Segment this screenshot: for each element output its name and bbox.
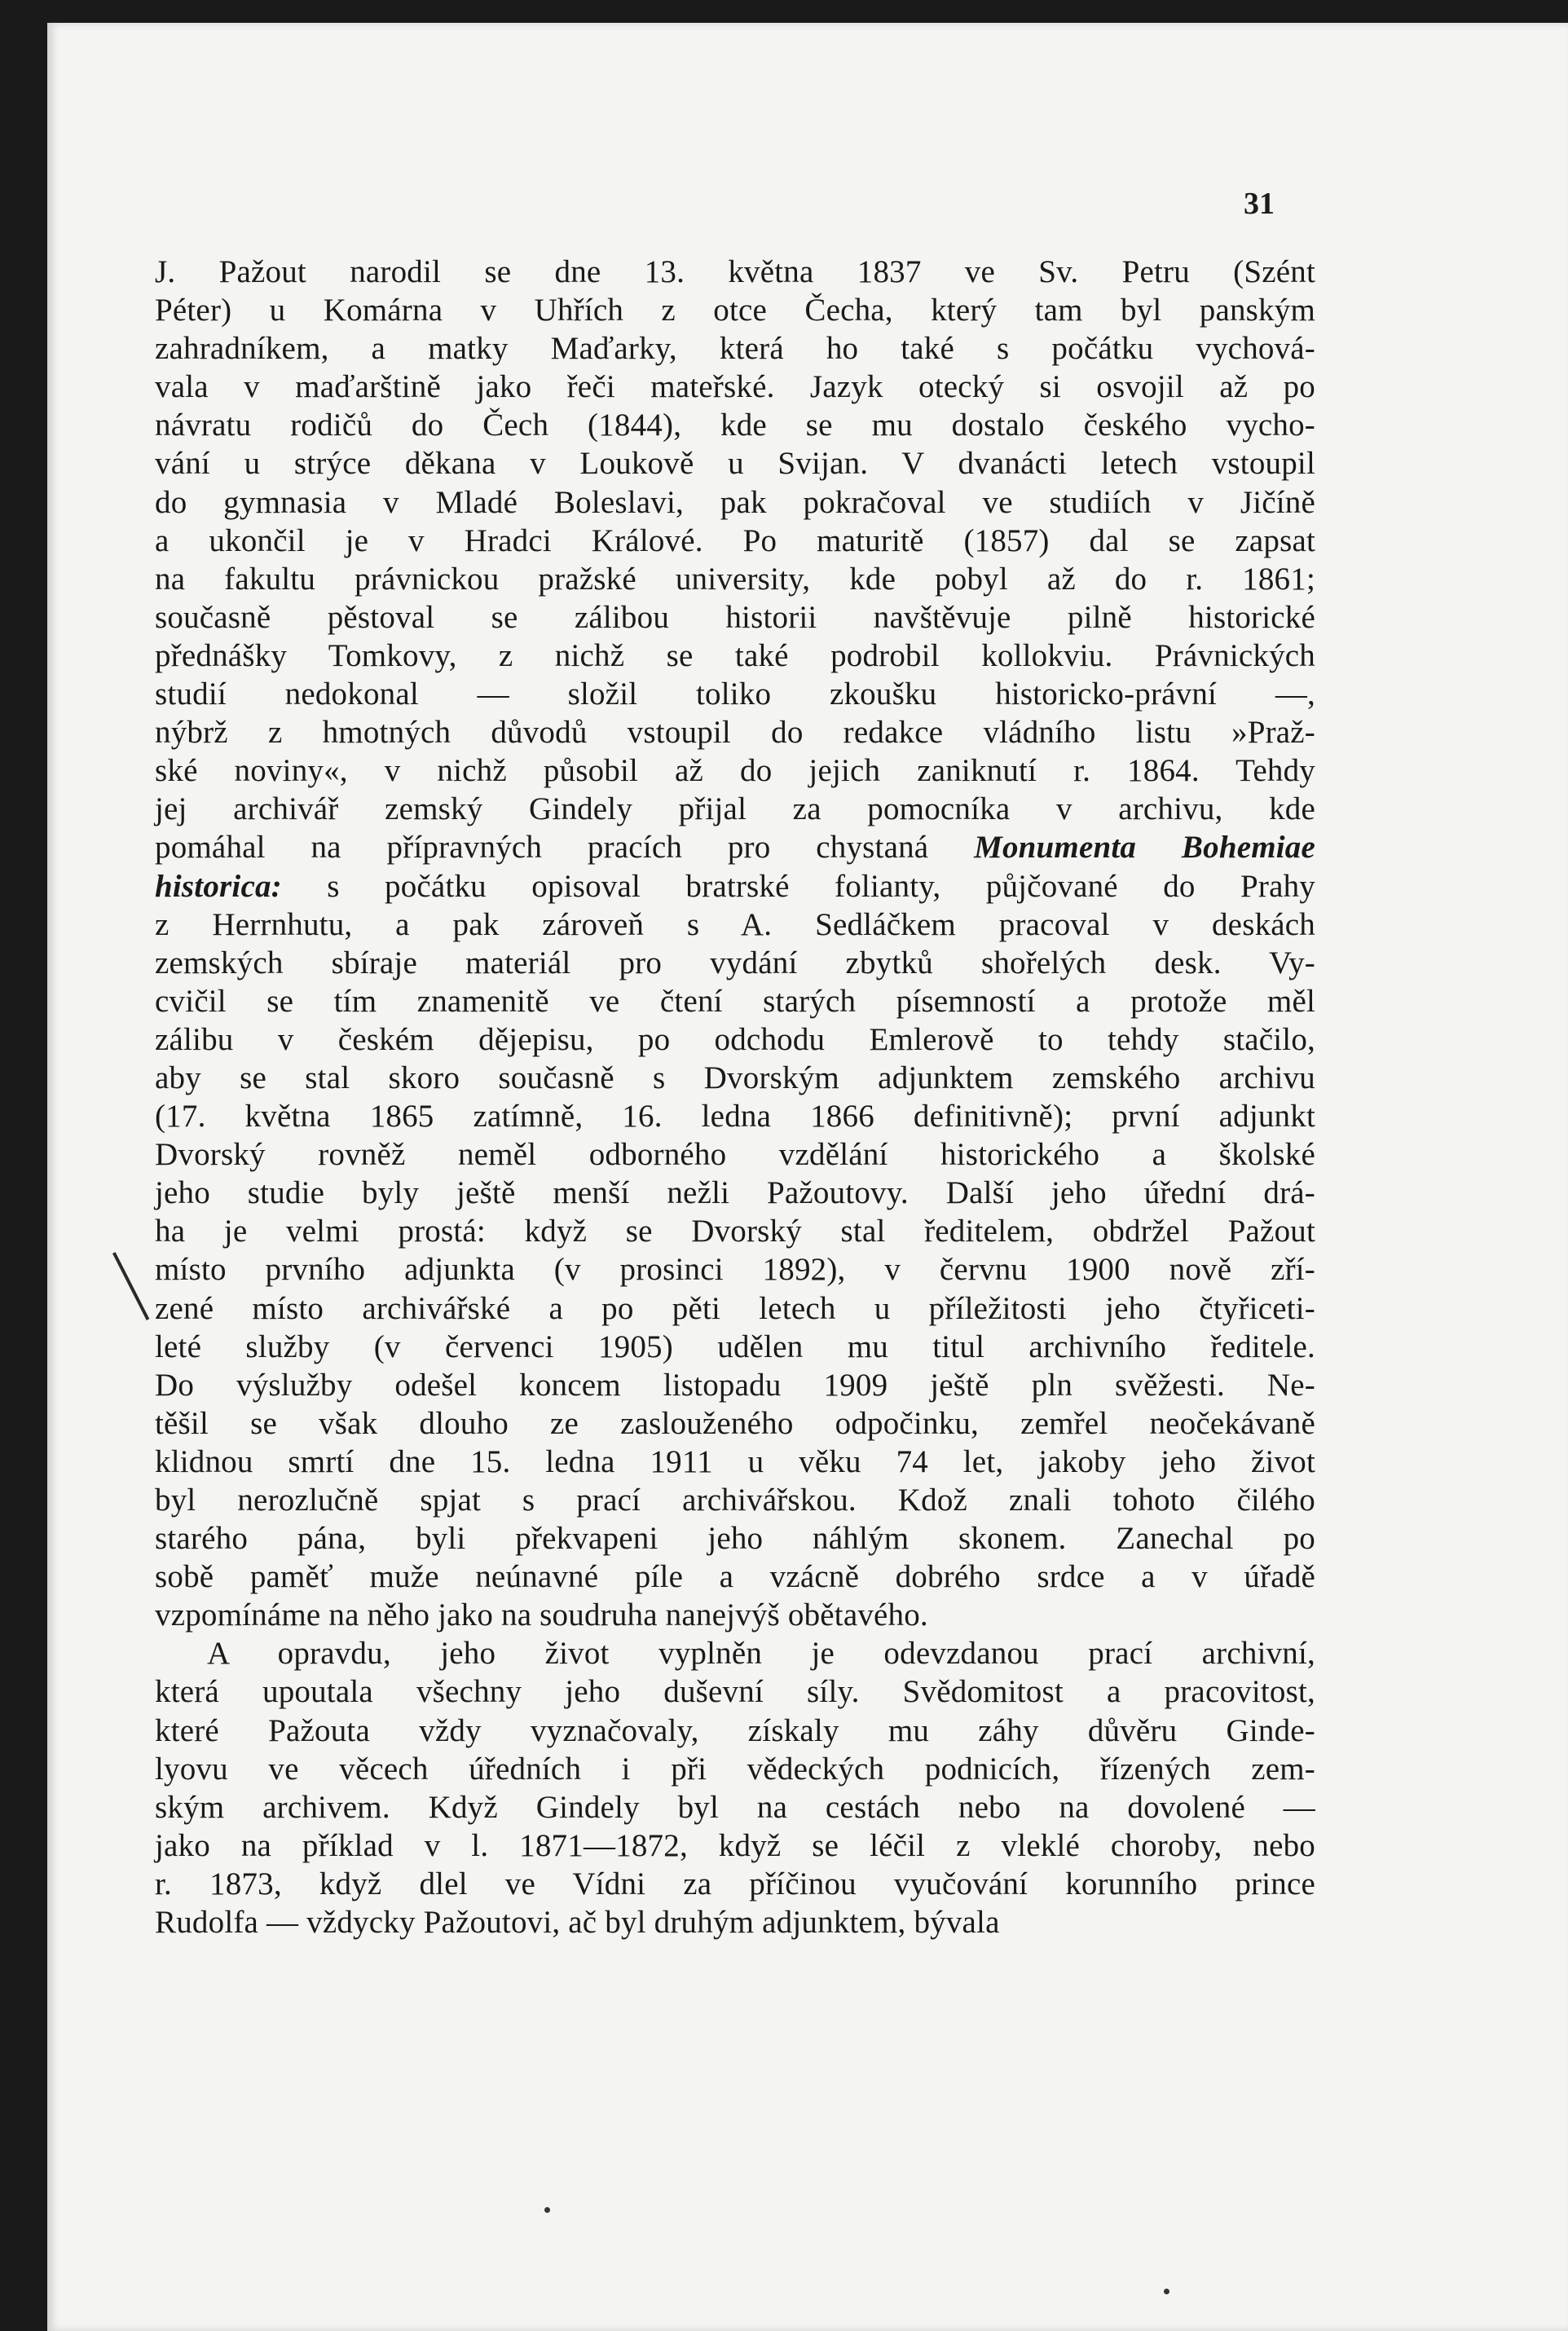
text-line: současně pěstoval se zálibou historii navštěvuje pilně historické <box>155 599 1315 635</box>
text-line: nýbrž z hmotných důvodů vstoupil do redakce vládního listu »Praž- <box>155 715 1315 751</box>
text-line: Péter) u Komárna v Uhřích z otce Čecha, který tam byl panským <box>155 293 1315 328</box>
text-line: leté služby (v červenci 1905) udělen mu titul archivního ředitele. <box>155 1329 1315 1364</box>
text-line: historica: s počátku opisoval bratrské folianty, půjčované do Prahy <box>155 868 1315 904</box>
text-line: lyovu ve věcech úředních i při vědeckých podnicích, řízených zem- <box>155 1751 1315 1787</box>
text-line: ským archivem. Když Gindely byl na cestách nebo na dovolené — <box>155 1789 1315 1825</box>
text-line: místo prvního adjunkta (v prosinci 1892), v červnu 1900 nově zří- <box>155 1252 1315 1288</box>
page-number: 31 <box>1244 187 1275 221</box>
text-line: vání u strýce děkana v Loukově u Svijan. V dvanácti letech vstoupil <box>155 446 1315 482</box>
text-line: klidnou smrtí dne 15. ledna 1911 u věku 74 let, jakoby jeho život <box>155 1443 1315 1479</box>
text-line: sobě paměť muže neúnavné píle a vzácně dobrého srdce a v úřadě <box>155 1559 1315 1595</box>
text-line: J. Pažout narodil se dne 13. května 1837 ve Sv. Petru (Szént <box>155 254 1315 289</box>
text-line: cvičil se tím znamenitě ve čtení starých písemností a protože měl <box>155 983 1315 1019</box>
margin-pencil-mark <box>112 1252 149 1320</box>
text-line: na fakultu právnickou pražské university, kde pobyl až do r. 1861; <box>155 561 1315 597</box>
text-line: ha je velmi prostá: když se Dvorský stal ředitelem, obdržel Pažout <box>155 1214 1315 1249</box>
text-line: zahradníkem, a matky Maďarky, která ho také s počátku vychová- <box>155 331 1315 367</box>
text-line: (17. května 1865 zatímně, 16. ledna 1866 definitivně); první adjunkt <box>155 1099 1315 1135</box>
text-line: ské noviny«, v nichž působil až do jejich zaniknutí r. 1864. Tehdy <box>155 753 1315 789</box>
text-line: studií nedokonal — složil toliko zkoušku historicko-právní —, <box>155 676 1315 712</box>
text-line: a ukončil je v Hradci Králové. Po maturitě (1857) dal se zapsat <box>155 522 1315 558</box>
text-line: zálibu v českém dějepisu, po odchodu Emlerově to tehdy stačilo, <box>155 1021 1315 1057</box>
page-sheet <box>47 23 1568 2331</box>
text-line: jeho studie byly ještě menší nežli Pažoutovy. Další jeho úřední drá- <box>155 1175 1315 1211</box>
body-text <box>155 253 1315 1941</box>
text-line: které Pažouta vždy vyznačovaly, získaly mu záhy důvěru Ginde- <box>155 1712 1315 1748</box>
text-line: r. 1873, když dlel ve Vídni za příčinou vyučování korunního prince <box>155 1866 1315 1901</box>
text-line: vala v maďarštině jako řeči mateřské. Jazyk otecký si osvojil až po <box>155 369 1315 405</box>
text-line: přednášky Tomkovy, z nichž se také podrobil kollokviu. Právnických <box>155 637 1315 673</box>
text-line: pomáhal na přípravných pracích pro chystaná Monumenta Bohemiae <box>155 830 1315 866</box>
text-line: návratu rodičů do Čech (1844), kde se mu dostalo českého vycho- <box>155 408 1315 443</box>
text-line: Do výslužby odešel koncem listopadu 1909 ještě pln svěžesti. Ne- <box>155 1367 1315 1403</box>
text-line: Rudolfa — vždycky Pažoutovi, ač byl druhým adjunktem, bývala <box>155 1905 1000 1941</box>
text-line: těšil se však dlouho ze zaslouženého odpočinku, zemřel neočekávaně <box>155 1405 1315 1441</box>
text-line: Dvorský rovněž neměl odborného vzdělání historického a školské <box>155 1137 1315 1173</box>
text-line: do gymnasia v Mladé Boleslavi, pak pokračoval ve studiích v Jičíně <box>155 484 1315 520</box>
text-line: jako na příklad v l. 1871—1872, když se léčil z vleklé choroby, nebo <box>155 1827 1315 1863</box>
text-line: aby se stal skoro současně s Dvorským adjunktem zemského archivu <box>155 1060 1315 1095</box>
text-line: byl nerozlučně spjat s prací archivářskou. Kdož znali tohoto čilého <box>155 1483 1315 1518</box>
margin-dot <box>544 2207 550 2213</box>
text-line: jej archivář zemský Gindely přijal za pomocníka v archivu, kde <box>155 791 1315 827</box>
text-line: zené místo archivářské a po pěti letech u příležitosti jeho čtyřiceti- <box>155 1290 1315 1326</box>
margin-dot <box>1164 2289 1169 2294</box>
text-line: zemských sbíraje materiál pro vydání zbytků shořelých desk. Vy- <box>155 945 1315 980</box>
text-line: starého pána, byli překvapeni jeho náhlým skonem. Zanechal po <box>155 1521 1315 1557</box>
text-line: A opravdu, jeho život vyplněn je odevzdanou prací archivní, <box>207 1636 1315 1672</box>
text-line: která upoutala všechny jeho duševní síly. Svědomitost a pracovitost, <box>155 1674 1315 1710</box>
text-line: vzpomínáme na něho jako na soudruha nanejvýš obětavého. <box>155 1597 928 1633</box>
text-line: z Herrnhutu, a pak zároveň s A. Sedláčkem pracoval v deskách <box>155 906 1315 942</box>
